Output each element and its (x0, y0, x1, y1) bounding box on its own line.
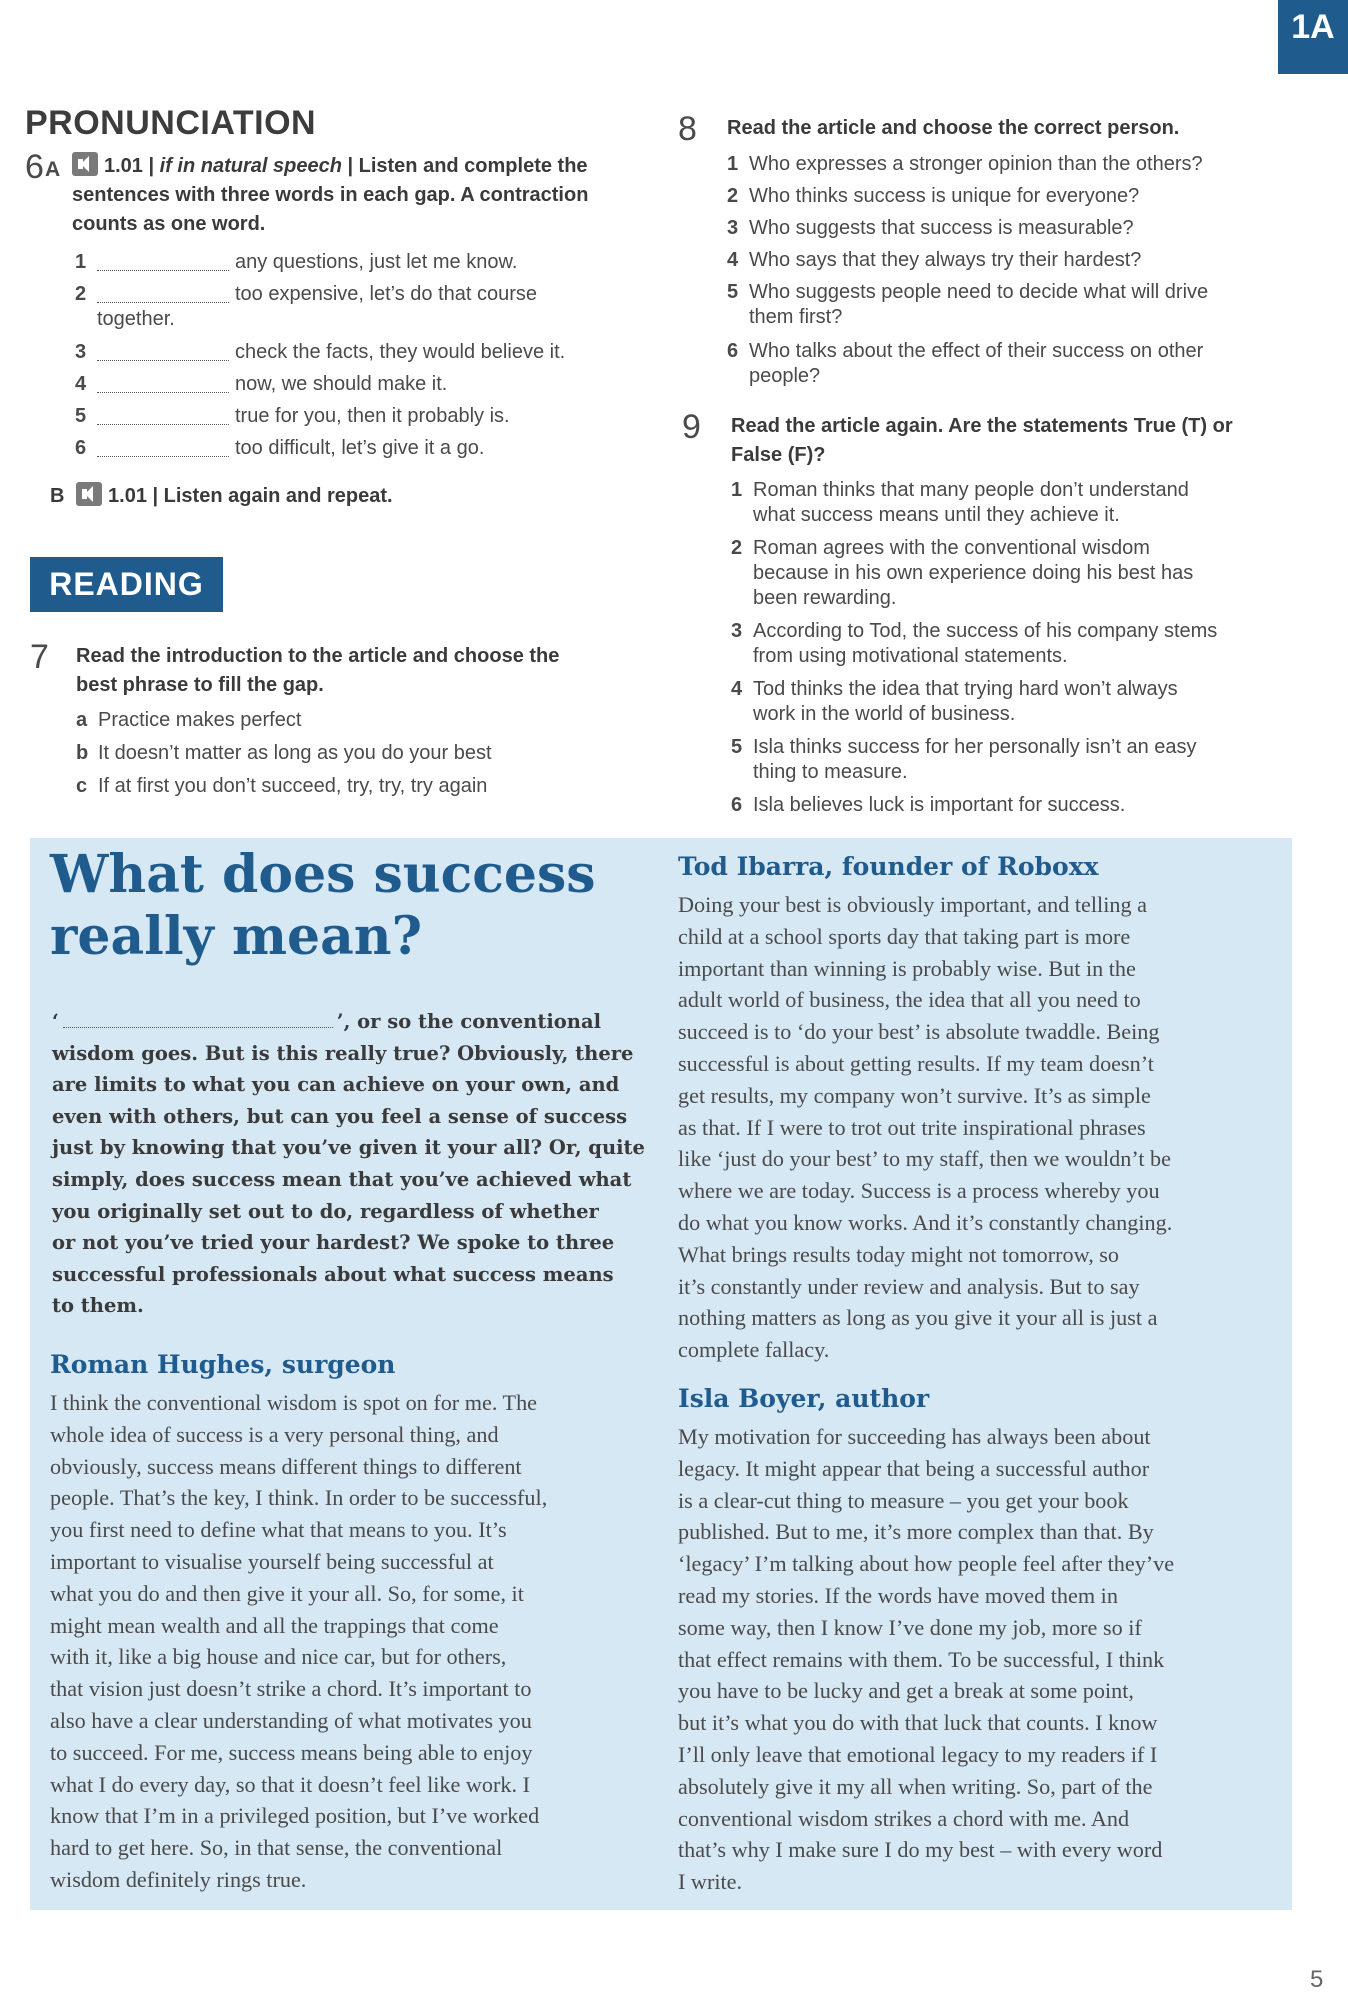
intro-line: or not you’ve tried your hardest? We spoke to three (52, 1231, 615, 1255)
item-text: from using motivational statements. (753, 645, 1068, 667)
option-a[interactable] (76, 708, 636, 733)
item-text: too expensive, let’s do that course (235, 283, 538, 305)
article-title-line: really mean? (50, 906, 423, 967)
paragraph-line: what you do and then give it your all. So, for some, it (50, 1580, 524, 1606)
exercise-9 (682, 408, 1312, 828)
item-number: 1 (727, 153, 739, 175)
instruction-line: Read the introduction to the article and choose the (76, 645, 560, 667)
statement-item (731, 478, 1321, 528)
item-text: Roman agrees with the conventional wisdom (753, 537, 1150, 559)
gap-fill-item (73, 372, 633, 397)
option-c[interactable] (76, 774, 636, 799)
tod-paragraph (678, 889, 1268, 1366)
item-text: thing to measure. (753, 761, 908, 783)
item-number: 1 (731, 479, 743, 501)
paragraph-line: some way, then I know I’ve done my job, more so if (678, 1614, 1142, 1640)
option-letter: b (76, 742, 89, 764)
exercise-8-instruction: Read the article and choose the correct person. (727, 117, 1180, 139)
item-number: 3 (75, 341, 87, 363)
paragraph-line: but it’s what you do with that luck that counts. I know (678, 1710, 1158, 1736)
paragraph-line: know that I’m in a privileged position, but I’ve worked (50, 1803, 540, 1829)
paragraph-line: like ‘just do your best’ to my staff, then we wouldn’t be (678, 1146, 1171, 1172)
option-b[interactable] (76, 741, 636, 766)
paragraph-line: you have to be lucky and get a break at some point, (678, 1678, 1134, 1704)
item-text: any questions, just let me know. (235, 251, 518, 273)
paragraph-line: ‘legacy’ I’m talking about how people feel after they’ve (678, 1551, 1175, 1577)
paragraph-line: might mean wealth and all the trappings that come (50, 1612, 499, 1638)
item-number: 3 (727, 217, 739, 239)
paragraph-line: hard to get here. So, in that sense, the conventional (50, 1835, 503, 1861)
paragraph-line: that’s why I make sure I do my best – with every word (678, 1837, 1163, 1863)
paragraph-line: I write. (678, 1869, 743, 1895)
paragraph-line: is a clear-cut thing to measure – you get your book (678, 1487, 1129, 1513)
exercise-number: 6 (25, 148, 44, 186)
gap-fill-list (73, 250, 633, 465)
paragraph-line: nothing matters as long as you give it your all is just a (678, 1305, 1158, 1331)
paragraph-line: published. But to me, it’s more complex than that. By (678, 1519, 1154, 1545)
item-text: Who says that they always try their hardest? (749, 249, 1142, 271)
track-number: 1.01 | (104, 155, 160, 177)
instruction-line: | Listen and complete the (341, 155, 588, 177)
exercise-8 (678, 110, 1308, 400)
item-number: 5 (75, 405, 87, 427)
paragraph-line: succeed is to ‘do your best’ is absolute twaddle. Being (678, 1019, 1160, 1045)
option-letter: c (76, 775, 88, 797)
open-quote: ‘ (52, 1010, 59, 1033)
paragraph-line: with it, like a big house and nice car, but for others, (50, 1644, 507, 1670)
item-text: what success means until they achieve it. (753, 504, 1120, 526)
gap-fill-item (73, 282, 633, 332)
paragraph-line: legacy. It might appear that being a successful author (678, 1455, 1150, 1481)
instruction-line: sentences with three words in each gap. A contraction (72, 184, 589, 206)
item-text: Who suggests that success is measurable? (749, 217, 1134, 239)
item-number: 4 (75, 373, 87, 395)
item-text: Isla thinks success for her personally isn’t an easy (753, 736, 1197, 758)
instruction-line: counts as one word. (72, 213, 266, 235)
item-text: too difficult, let’s give it a go. (235, 437, 485, 459)
item-text: because in his own experience doing his best has (753, 562, 1194, 584)
paragraph-line: My motivation for succeeding has always been about (678, 1424, 1151, 1449)
item-text: Who suggests people need to decide what will drive (749, 281, 1209, 303)
item-text: work in the world of business. (753, 703, 1016, 725)
paragraph-line: what I do every day, so that it doesn’t feel like work. I (50, 1771, 530, 1797)
paragraph-line: complete fallacy. (678, 1337, 830, 1363)
intro-line: even with others, but can you feel a sense of success (52, 1104, 628, 1128)
answer-gap[interactable] (97, 406, 229, 425)
gap-fill-item (73, 250, 633, 275)
question-item (727, 280, 1317, 330)
roman-paragraph (50, 1387, 650, 1896)
intro-gap[interactable] (63, 1011, 333, 1028)
article-intro (52, 1006, 647, 1322)
intro-line: simply, does success mean that you’ve achieved what (52, 1167, 632, 1191)
item-text: people? (749, 365, 821, 387)
audio-icon[interactable] (72, 152, 98, 176)
paragraph-line: conventional wisdom strikes a chord with me. And (678, 1805, 1130, 1831)
instruction-line: False (F)? (731, 444, 826, 466)
item-number: 4 (731, 678, 743, 700)
statement-item (731, 735, 1321, 785)
intro-line: you originally set out to do, regardless of whether (52, 1199, 599, 1223)
statement-item (731, 677, 1321, 727)
item-number: 3 (731, 620, 743, 642)
item-number: 2 (75, 283, 87, 305)
paragraph-line: that effect remains with them. To be successful, I think (678, 1646, 1165, 1672)
exercise-6b (50, 482, 393, 511)
answer-gap[interactable] (97, 374, 229, 393)
question-item (727, 216, 1317, 241)
paragraph-line: wisdom definitely rings true. (50, 1866, 307, 1892)
answer-gap[interactable] (97, 252, 229, 271)
paragraph-line: What brings results today might not tomorrow, so (678, 1241, 1120, 1267)
question-item (727, 152, 1317, 177)
item-text: Tod thinks the idea that trying hard won’t always (753, 678, 1178, 700)
item-number: 5 (727, 281, 739, 303)
paragraph-line: it’s constantly under review and analysis. But to say (678, 1273, 1140, 1299)
item-number: 2 (731, 537, 743, 559)
item-text: been rewarding. (753, 587, 897, 609)
statement-item (731, 619, 1321, 669)
unit-tab: 1A (1278, 0, 1348, 74)
item-number: 4 (727, 249, 739, 271)
option-text: Practice makes perfect (98, 709, 302, 731)
item-text: true for you, then it probably is. (235, 405, 510, 427)
exercise-number: 9 (682, 408, 701, 446)
paragraph-line: also have a clear understanding of what motivates you (50, 1707, 532, 1733)
pronunciation-focus: if in natural speech (159, 155, 342, 177)
item-text-continued: together. (97, 308, 175, 330)
statement-item (731, 793, 1321, 818)
intro-line: just by knowing that you’ve given it your all? Or, quite (52, 1136, 645, 1160)
gap-fill-item (73, 404, 633, 429)
answer-gap[interactable] (97, 342, 229, 361)
exercise-number: 8 (678, 110, 697, 148)
item-text: check the facts, they would believe it. (235, 341, 566, 363)
exercise-number: 7 (30, 638, 49, 676)
tod-heading: Tod Ibarra, founder of Roboxx (678, 852, 1099, 881)
reading-heading: READING (30, 557, 223, 612)
isla-paragraph (678, 1421, 1268, 1898)
item-number: 6 (727, 340, 739, 362)
paragraph-line: people. That’s the key, I think. In order to be successful, (50, 1485, 548, 1511)
question-item (727, 339, 1317, 389)
paragraph-line: do what you know works. And it’s constantly changing. (678, 1209, 1173, 1235)
paragraph-line: successful is about getting results. If my team doesn’t (678, 1050, 1154, 1076)
intro-text: ’, or so the conventional (336, 1010, 601, 1033)
paragraph-line: absolutely give it my all when writing. So, part of the (678, 1773, 1153, 1799)
instruction-line: Read the article again. Are the statements True (T) or (731, 415, 1233, 437)
intro-line: are limits to what you can achieve on your own, and (52, 1073, 620, 1097)
item-text: According to Tod, the success of his company stems (753, 620, 1218, 642)
option-letter: a (76, 709, 88, 731)
exercise-part-label: A (45, 158, 61, 181)
item-text: them first? (749, 306, 843, 328)
paragraph-line: to succeed. For me, success means being able to enjoy (50, 1739, 533, 1765)
paragraph-line: I’ll only leave that emotional legacy to my readers if I (678, 1741, 1158, 1767)
isla-heading: Isla Boyer, author (678, 1384, 930, 1413)
item-number: 6 (731, 794, 743, 816)
page-number: 5 (1310, 1966, 1324, 1993)
paragraph-line: get results, my company won’t survive. It’s as simple (678, 1082, 1151, 1108)
paragraph-line: I think the conventional wisdom is spot on for me. The (50, 1390, 538, 1415)
question-item (727, 248, 1317, 273)
instruction-line: best phrase to fill the gap. (76, 674, 324, 696)
article-title (50, 844, 650, 968)
item-number: 1 (75, 251, 87, 273)
item-number: 5 (731, 736, 743, 758)
exercise-6b-instruction: 1.01 | Listen again and repeat. (108, 485, 393, 507)
paragraph-line: as that. If I were to trot out trite inspirational phrases (678, 1114, 1146, 1140)
answer-gap[interactable] (97, 438, 229, 457)
paragraph-line: important than winning is probably wise. But in the (678, 955, 1136, 981)
item-text: Who talks about the effect of their success on other (749, 340, 1204, 362)
pronunciation-heading: PRONUNCIATION (25, 104, 317, 142)
item-number: 2 (727, 185, 739, 207)
paragraph-line: adult world of business, the idea that all you need to (678, 987, 1141, 1013)
paragraph-line: that vision just doesn’t strike a chord. It’s important to (50, 1676, 532, 1702)
intro-line: successful professionals about what success means (52, 1262, 614, 1286)
intro-line: wisdom goes. But is this really true? Obviously, there (52, 1041, 634, 1065)
intro-line: to them. (52, 1294, 144, 1318)
exercise-7 (30, 638, 650, 808)
gap-fill-item (73, 436, 633, 461)
paragraph-line: whole idea of success is a very personal thing, and (50, 1421, 499, 1447)
gap-fill-item (73, 340, 633, 365)
exercise-9-instruction (731, 412, 1311, 470)
paragraph-line: Doing your best is obviously important, and telling a (678, 892, 1147, 917)
paragraph-line: you first need to define what that means to you. It’s (50, 1517, 507, 1543)
option-text: If at first you don’t succeed, try, try, try again (98, 775, 488, 797)
item-number: 6 (75, 437, 87, 459)
exercise-7-instruction (76, 642, 646, 700)
exercise-part-label: B (50, 485, 65, 507)
paragraph-line: important to visualise yourself being successful at (50, 1548, 494, 1574)
item-text: Who expresses a stronger opinion than the others? (749, 153, 1203, 175)
audio-icon[interactable] (76, 482, 102, 506)
paragraph-line: where we are today. Success is a process whereby you (678, 1178, 1160, 1204)
paragraph-line: child at a school sports day that taking part is more (678, 923, 1131, 949)
paragraph-line: read my stories. If the words have moved them in (678, 1582, 1118, 1608)
item-text: Who thinks success is unique for everyone? (749, 185, 1140, 207)
item-text: now, we should make it. (235, 373, 448, 395)
roman-heading: Roman Hughes, surgeon (50, 1350, 396, 1379)
item-text: Roman thinks that many people don’t understand (753, 479, 1189, 501)
question-item (727, 184, 1317, 209)
option-text: It doesn’t matter as long as you do your best (98, 742, 492, 764)
article-title-line: What does success (50, 844, 596, 905)
exercise-6a-instruction (72, 152, 652, 239)
answer-gap[interactable] (97, 284, 229, 303)
paragraph-line: obviously, success means different things to different (50, 1453, 522, 1479)
item-text: Isla believes luck is important for success. (753, 794, 1126, 816)
statement-item (731, 536, 1321, 611)
